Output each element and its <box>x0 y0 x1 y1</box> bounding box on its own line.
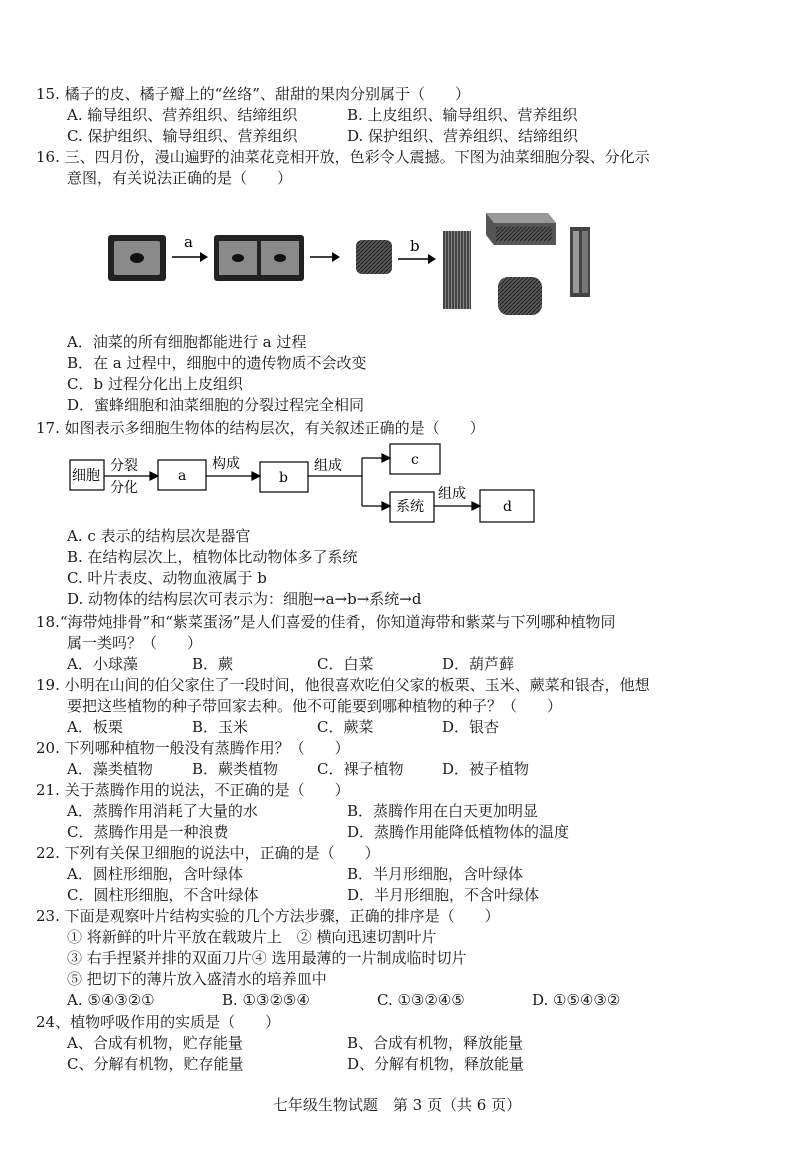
option-b: B．蒸腾作用在白天更加明显 <box>347 802 539 820</box>
a-label: a <box>178 468 187 484</box>
option-a: A、合成有机物，贮存能量 <box>67 1034 243 1052</box>
step-line-1: ① 将新鲜的叶片平放在载玻片上 ② 横向迅速切割叶片 <box>67 928 437 946</box>
option-c: C．裸子植物 <box>317 760 404 778</box>
option-a: A．蒸腾作用消耗了大量的水 <box>67 802 258 820</box>
question-22 <box>36 843 736 906</box>
question-stem: 15. 橘子的皮、橘子瓣上的“丝络”、甜甜的果肉分别属于（ ） <box>36 85 470 103</box>
question-stem-cont: 属一类吗？（ ） <box>67 634 203 652</box>
question-stem: 22. 下列有关保卫细胞的说法中，正确的是（ ） <box>36 844 380 862</box>
option-b: B．在 a 过程中，细胞中的遗传物质不会改变 <box>67 354 367 372</box>
option-d: D、分解有机物，释放能量 <box>347 1055 525 1073</box>
option-b: B. 在结构层次上，植物体比动物体多了系统 <box>67 548 358 566</box>
compose-label-2: 组成 <box>438 486 466 502</box>
system-label: 系统 <box>396 499 424 515</box>
option-c: C．蕨菜 <box>317 718 374 736</box>
question-stem: 20. 下列哪种植物一般没有蒸腾作用？（ ） <box>36 739 350 757</box>
cell-label: 细胞 <box>72 468 100 484</box>
question-15 <box>36 84 736 147</box>
step-line-2: ③ 右手捏紧并排的双面刀片④ 选用最薄的一片制成临时切片 <box>67 949 467 967</box>
b-label: b <box>279 470 288 486</box>
option-a: A．油菜的所有细胞都能进行 a 过程 <box>67 333 307 351</box>
option-b: B、合成有机物，释放能量 <box>347 1034 524 1052</box>
option-c: C. 叶片表皮、动物血液属于 b <box>67 569 267 587</box>
option-c: C. ①③②④⑤ <box>377 991 465 1009</box>
tissue-nutrient <box>498 277 542 315</box>
option-d: D．蜜蜂细胞和油菜细胞的分裂过程完全相同 <box>67 396 365 414</box>
cell-division-figure <box>100 205 620 315</box>
option-d: D．葫芦藓 <box>442 655 515 673</box>
question-stem: 24、植物呼吸作用的实质是（ ） <box>36 1013 281 1031</box>
cell-group <box>356 240 392 274</box>
option-a: A．板栗 <box>67 718 123 736</box>
process-a-arrow <box>172 233 208 262</box>
question-stem: 17. 如图表示多细胞生物体的结构层次，有关叙述正确的是（ ） <box>36 419 485 437</box>
tissue-mechanical <box>570 227 590 297</box>
option-b: B．蕨类植物 <box>192 760 279 778</box>
form-label: 构成 <box>212 456 240 472</box>
option-d: D．被子植物 <box>442 760 530 778</box>
option-d: D．银杏 <box>442 718 500 736</box>
question-16-options <box>36 332 736 416</box>
tissue-conducting <box>443 231 471 309</box>
option-a: A. ⑤④③②① <box>67 991 155 1009</box>
option-b: B. ①③②⑤④ <box>222 991 310 1009</box>
option-b: B．半月形细胞，含叶绿体 <box>347 865 524 883</box>
question-23 <box>36 906 736 1011</box>
option-b: B．玉米 <box>192 718 249 736</box>
tissue-protective <box>486 213 556 245</box>
compose-label-1: 组成 <box>314 458 342 474</box>
single-cell <box>108 235 166 281</box>
option-d: D. ①⑤④③② <box>532 991 621 1009</box>
question-stem: 19. 小明在山间的伯父家住了一段时间，他很喜欢吃伯父家的板栗、玉米、蕨菜和银杏，他想 <box>36 676 650 694</box>
question-18 <box>36 612 736 675</box>
option-a: A．小球藻 <box>67 655 138 673</box>
option-c: C．圆柱形细胞，不含叶绿体 <box>67 886 259 904</box>
option-c: C．b 过程分化出上皮组织 <box>67 375 243 393</box>
two-cells <box>214 235 304 281</box>
question-17-options <box>36 526 736 610</box>
question-stem: 16. 三、四月份，漫山遍野的油菜花竞相开放，色彩令人震撼。下图为油菜细胞分裂、分化示 <box>36 148 650 166</box>
division-arrow <box>310 252 340 262</box>
split-label: 分裂 <box>110 458 138 474</box>
option-c: C．白菜 <box>317 655 374 673</box>
question-stem-cont: 要把这些植物的种子带回家去种。他不可能要到哪种植物的种子？（ ） <box>67 697 563 715</box>
option-a: A．圆柱形细胞，含叶绿体 <box>67 865 243 883</box>
question-16 <box>36 147 736 189</box>
question-20 <box>36 738 736 780</box>
process-a-label: a <box>184 233 193 251</box>
question-stem-cont: 意图，有关说法正确的是（ ） <box>67 169 293 187</box>
question-21 <box>36 780 736 843</box>
question-stem: 23. 下面是观察叶片结构实验的几个方法步骤，正确的排序是（ ） <box>36 907 500 925</box>
process-b-arrow <box>398 237 436 264</box>
option-c: C．蒸腾作用是一种浪费 <box>67 823 229 841</box>
question-stem: 18.“海带炖排骨”和“紫菜蛋汤”是人们喜爱的佳肴，你知道海带和紫菜与下列哪种植物同 <box>36 613 616 631</box>
structure-level-diagram <box>66 440 546 530</box>
question-stem: 21. 关于蒸腾作用的说法，不正确的是（ ） <box>36 781 350 799</box>
option-d: D. 保护组织、营养组织、结缔组织 <box>347 127 579 145</box>
diff-label: 分化 <box>110 480 138 496</box>
option-a: A. c 表示的结构层次是器官 <box>67 527 251 545</box>
option-d: D．蒸腾作用能降低植物体的温度 <box>347 823 570 841</box>
question-17 <box>36 418 736 439</box>
process-b-label: b <box>410 237 420 255</box>
question-24 <box>36 1012 736 1075</box>
option-a: A．藻类植物 <box>67 760 153 778</box>
option-c: C. 保护组织、输导组织、营养组织 <box>67 127 298 145</box>
option-a: A. 输导组织、营养组织、结缔组织 <box>67 106 298 124</box>
d-label: d <box>503 499 512 515</box>
option-d: D. 动物体的结构层次可表示为：细胞→a→b→系统→d <box>67 590 422 608</box>
page-footer: 七年级生物试题 第 3 页（共 6 页） <box>272 1096 522 1114</box>
option-b: B. 上皮组织、输导组织、营养组织 <box>347 106 578 124</box>
option-b: B．蕨 <box>192 655 234 673</box>
question-19 <box>36 675 736 738</box>
option-c: C、分解有机物，贮存能量 <box>67 1055 244 1073</box>
step-line-3: ⑤ 把切下的薄片放入盛清水的培养皿中 <box>67 970 327 988</box>
option-d: D．半月形细胞，不含叶绿体 <box>347 886 540 904</box>
c-label: c <box>411 452 419 468</box>
